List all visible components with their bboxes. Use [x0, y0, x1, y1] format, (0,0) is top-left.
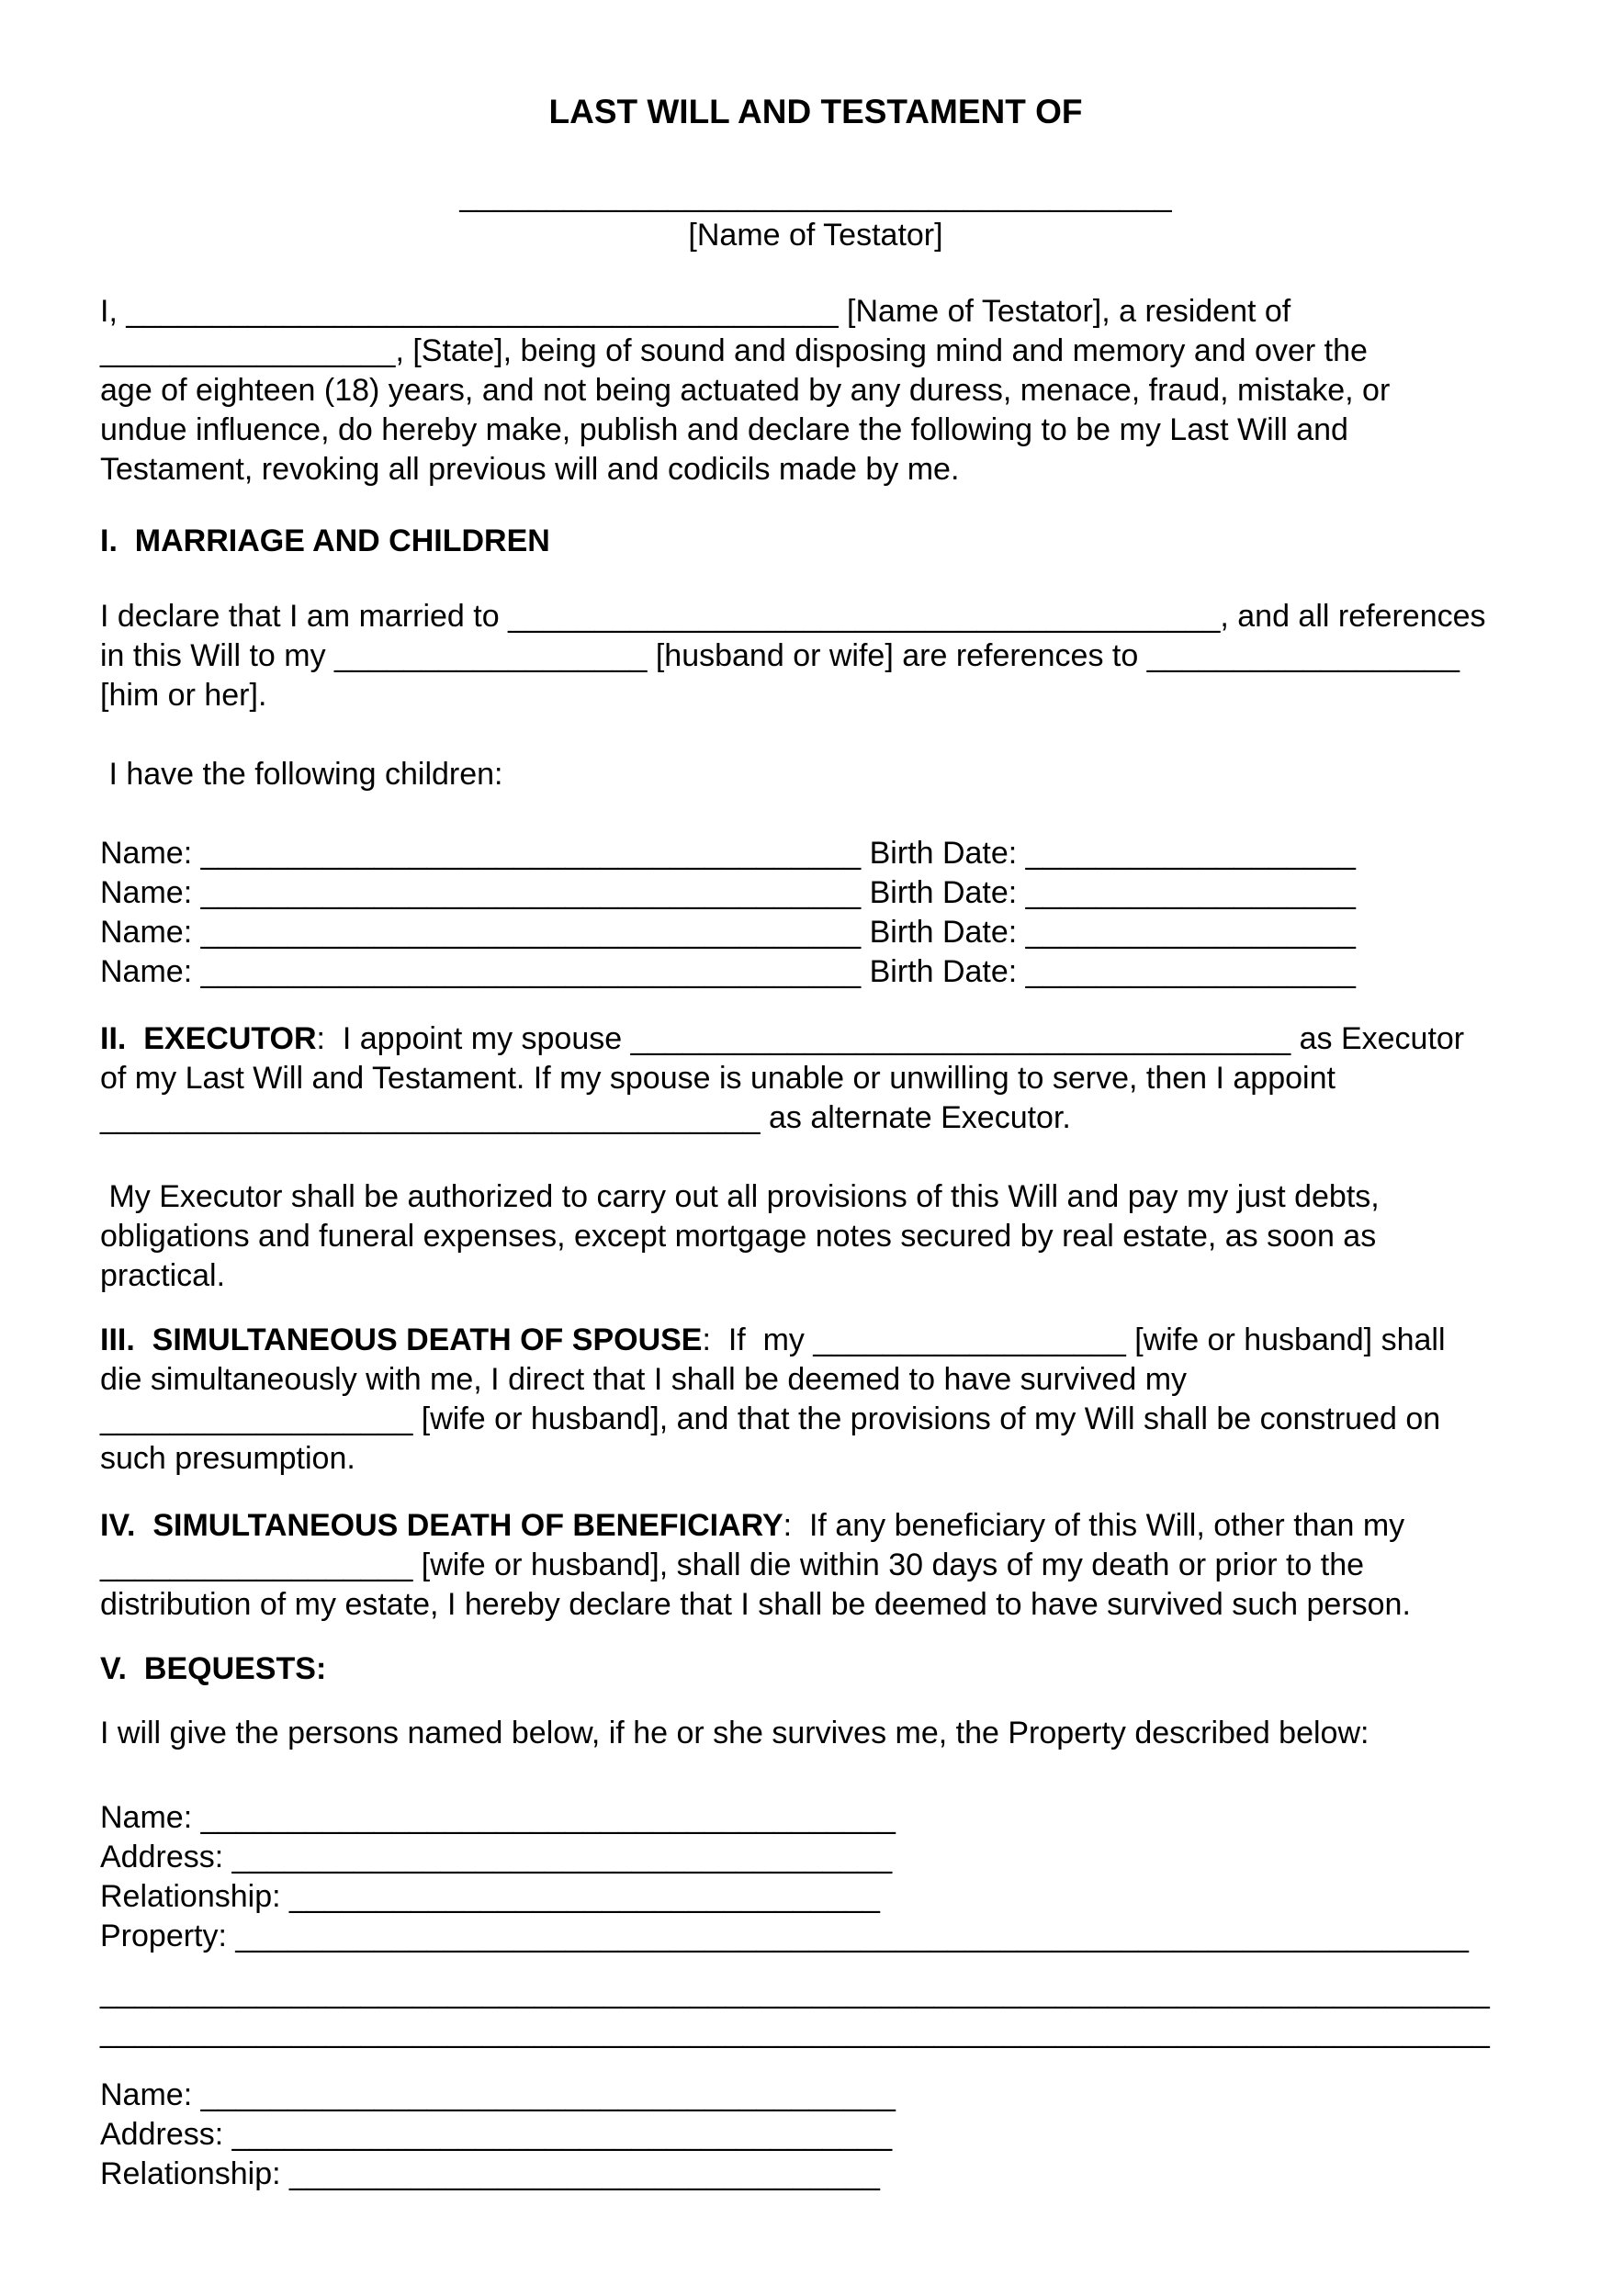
doc-line: [100, 1019, 1531, 1059]
doc-line: __________________ [wife or husband], and that the provisions of my Will shall be construed on: [100, 1401, 1441, 1436]
simultaneous-death-beneficiary-paragraph: [100, 1506, 1531, 1625]
doc-line: [100, 1506, 1531, 1546]
doc-line: ______________________________________ as alternate Executor.: [100, 1100, 1071, 1135]
bequest-name-row: Name: ________________________________________: [100, 1800, 896, 1835]
doc-line: __________________ [wife or husband], shall die within 30 days of my death or prior to the: [100, 1548, 1365, 1582]
doc-line: _________________, [State], being of sound and disposing mind and memory and over the: [100, 333, 1368, 368]
blank-rule-line: ________________________________________________________________________________: [100, 1975, 1490, 2009]
doc-line: practical.: [100, 1258, 226, 1293]
section-heading-executor: II. EXECUTOR: [100, 1021, 317, 1056]
simultaneous-death-spouse-paragraph: [100, 1321, 1531, 1479]
doc-line: My Executor shall be authorized to carry out all provisions of this Will and pay my just debts,: [100, 1179, 1380, 1214]
section-heading-simultaneous-death-beneficiary: IV. SIMULTANEOUS DEATH OF BENEFICIARY: [100, 1508, 783, 1543]
testator-name-caption: [Name of Testator]: [688, 218, 943, 253]
bequest-address-row: Address: ______________________________________: [100, 1840, 893, 1874]
testator-name-blank: _________________________________________: [459, 178, 1172, 213]
child-row: Name: ______________________________________ Birth Date: ___________________: [100, 915, 1356, 950]
child-row: Name: ______________________________________ Birth Date: ___________________: [100, 954, 1356, 989]
document-title: LAST WILL AND TESTAMENT OF: [548, 93, 1083, 130]
doc-line: [100, 1649, 1531, 1689]
bequests-heading-colon: :: [315, 1651, 327, 1686]
doc-line: Testament, revoking all previous will and codicils made by me.: [100, 452, 960, 487]
doc-line: [100, 1321, 1531, 1360]
section-heading-marriage-and-children: I. MARRIAGE AND CHILDREN: [100, 523, 550, 558]
bequest-entry-1: [100, 1798, 1531, 1956]
marriage-declaration-paragraph: [100, 597, 1531, 715]
bequest-relationship-row: Relationship: __________________________________: [100, 1879, 880, 1914]
executor-appointment-paragraph: [100, 1019, 1531, 1138]
doc-line: I, _________________________________________ [Name of Testator], a resident of: [100, 294, 1291, 329]
doc-line: such presumption.: [100, 1441, 355, 1476]
doc-line: undue influence, do hereby make, publish and declare the following to be my Last Will and: [100, 412, 1348, 447]
bequest-property-continuation: [100, 1973, 1531, 2052]
beneficiary-death-line-rest: : If any beneficiary of this Will, other than my: [783, 1508, 1405, 1543]
doc-line: obligations and funeral expenses, except mortgage notes secured by real estate, as soon as: [100, 1219, 1377, 1254]
doc-line: age of eighteen (18) years, and not being actuated by any duress, menace, fraud, mistake, or: [100, 373, 1391, 408]
child-row: Name: ______________________________________ Birth Date: ___________________: [100, 875, 1356, 910]
section-heading-simultaneous-death-spouse: III. SIMULTANEOUS DEATH OF SPOUSE: [100, 1322, 703, 1357]
children-list: [100, 834, 1531, 992]
bequest-name-row: Name: ________________________________________: [100, 2077, 896, 2112]
doc-line: [him or her].: [100, 678, 267, 713]
doc-line: I declare that I am married to _________________________________________, and all references: [100, 599, 1486, 634]
executor-powers-paragraph: [100, 1177, 1531, 1296]
bequest-relationship-row: Relationship: __________________________________: [100, 2156, 880, 2191]
opening-paragraph: [100, 292, 1531, 490]
spouse-death-line-rest: : If my __________________ [wife or husband] shall: [702, 1322, 1446, 1357]
bequest-property-row: Property: _______________________________________________________________________: [100, 1919, 1469, 1953]
doc-line: in this Will to my __________________ [husband or wife] are references to __________________: [100, 638, 1460, 673]
doc-line: distribution of my estate, I hereby declare that I shall be deemed to have survived such person.: [100, 1587, 1411, 1622]
child-row: Name: ______________________________________ Birth Date: ___________________: [100, 836, 1356, 871]
doc-line: die simultaneously with me, I direct that I shall be deemed to have survived my: [100, 1362, 1188, 1397]
section-heading-bequests: V. BEQUESTS: [100, 1651, 316, 1686]
executor-line-rest: : I appoint my spouse ______________________________________ as Executor: [316, 1021, 1465, 1056]
bequests-intro-line: I will give the persons named below, if he or she survives me, the Property described below:: [100, 1716, 1369, 1750]
bequest-address-row: Address: ______________________________________: [100, 2117, 893, 2152]
doc-line: of my Last Will and Testament. If my spouse is unable or unwilling to serve, then I appoint: [100, 1061, 1336, 1096]
children-intro-line: I have the following children:: [100, 757, 503, 792]
bequest-entry-2: [100, 2076, 1531, 2194]
blank-rule-line: ________________________________________________________________________________: [100, 2014, 1490, 2049]
